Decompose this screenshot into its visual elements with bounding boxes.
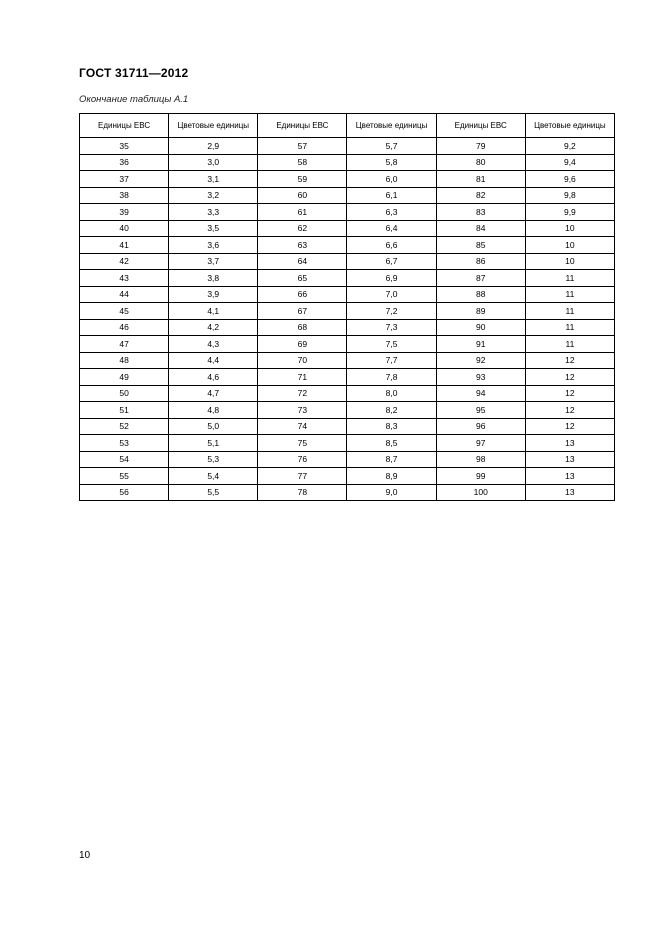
- table-cell: 11: [525, 336, 614, 353]
- table-cell: 83: [436, 204, 525, 221]
- table-cell: 13: [525, 484, 614, 501]
- table-cell: 3,8: [169, 270, 258, 287]
- table-row: [80, 220, 615, 237]
- table-cell: 65: [258, 270, 347, 287]
- table-cell: 38: [80, 187, 169, 204]
- table-cell: 42: [80, 253, 169, 270]
- table-cell: 55: [80, 468, 169, 485]
- table-cell: 62: [258, 220, 347, 237]
- table-cell: 3,1: [169, 171, 258, 188]
- table-cell: 9,4: [525, 154, 614, 171]
- table-cell: 85: [436, 237, 525, 254]
- table-row: [80, 451, 615, 468]
- table-cell: 9,9: [525, 204, 614, 221]
- conversion-table: [79, 113, 615, 501]
- table-cell: 3,0: [169, 154, 258, 171]
- table-cell: 92: [436, 352, 525, 369]
- table-row: [80, 204, 615, 221]
- table-cell: 60: [258, 187, 347, 204]
- table-cell: 57: [258, 138, 347, 155]
- table-cell: 4,7: [169, 385, 258, 402]
- table-cell: 43: [80, 270, 169, 287]
- table-cell: 95: [436, 402, 525, 419]
- table-cell: 87: [436, 270, 525, 287]
- table-cell: 66: [258, 286, 347, 303]
- table-cell: 6,1: [347, 187, 436, 204]
- table-cell: 51: [80, 402, 169, 419]
- table-cell: 5,3: [169, 451, 258, 468]
- table-header-row: [80, 114, 615, 138]
- table-cell: 12: [525, 402, 614, 419]
- table-cell: 13: [525, 468, 614, 485]
- table-cell: 89: [436, 303, 525, 320]
- table-cell: 74: [258, 418, 347, 435]
- table-cell: 9,0: [347, 484, 436, 501]
- table-cell: 61: [258, 204, 347, 221]
- table-cell: 4,3: [169, 336, 258, 353]
- table-cell: 8,3: [347, 418, 436, 435]
- table-cell: 2,9: [169, 138, 258, 155]
- table-cell: 73: [258, 402, 347, 419]
- column-header: Единицы ЕВС: [258, 114, 347, 138]
- table-cell: 8,0: [347, 385, 436, 402]
- table-cell: 11: [525, 319, 614, 336]
- table-cell: 5,5: [169, 484, 258, 501]
- table-cell: 5,4: [169, 468, 258, 485]
- table-cell: 4,2: [169, 319, 258, 336]
- column-header: Единицы ЕВС: [80, 114, 169, 138]
- table-cell: 40: [80, 220, 169, 237]
- table-cell: 72: [258, 385, 347, 402]
- table-cell: 80: [436, 154, 525, 171]
- table-cell: 41: [80, 237, 169, 254]
- table-cell: 67: [258, 303, 347, 320]
- table-cell: 8,7: [347, 451, 436, 468]
- table-row: [80, 270, 615, 287]
- table-cell: 10: [525, 253, 614, 270]
- table-cell: 82: [436, 187, 525, 204]
- column-header: Цветовые единицы: [169, 114, 258, 138]
- table-cell: 96: [436, 418, 525, 435]
- table-row: [80, 253, 615, 270]
- table-cell: 3,6: [169, 237, 258, 254]
- table-cell: 45: [80, 303, 169, 320]
- table-cell: 5,8: [347, 154, 436, 171]
- table-cell: 11: [525, 303, 614, 320]
- table-cell: 56: [80, 484, 169, 501]
- table-cell: 5,7: [347, 138, 436, 155]
- table-cell: 6,3: [347, 204, 436, 221]
- table-cell: 54: [80, 451, 169, 468]
- table-cell: 12: [525, 385, 614, 402]
- table-cell: 6,0: [347, 171, 436, 188]
- table-row: [80, 402, 615, 419]
- table-cell: 12: [525, 369, 614, 386]
- table-cell: 7,8: [347, 369, 436, 386]
- table-cell: 75: [258, 435, 347, 452]
- table-cell: 52: [80, 418, 169, 435]
- table-row: [80, 435, 615, 452]
- column-header: Цветовые единицы: [525, 114, 614, 138]
- table-cell: 94: [436, 385, 525, 402]
- table-cell: 11: [525, 270, 614, 287]
- table-row: [80, 336, 615, 353]
- table-cell: 39: [80, 204, 169, 221]
- table-cell: 5,1: [169, 435, 258, 452]
- table-cell: 7,2: [347, 303, 436, 320]
- table-row: [80, 303, 615, 320]
- table-cell: 44: [80, 286, 169, 303]
- table-row: [80, 286, 615, 303]
- table-cell: 6,7: [347, 253, 436, 270]
- table-cell: 8,9: [347, 468, 436, 485]
- table-cell: 6,9: [347, 270, 436, 287]
- table-cell: 36: [80, 154, 169, 171]
- table-cell: 12: [525, 352, 614, 369]
- column-header: Цветовые единицы: [347, 114, 436, 138]
- table-cell: 93: [436, 369, 525, 386]
- table-cell: 7,0: [347, 286, 436, 303]
- table-cell: 12: [525, 418, 614, 435]
- table-cell: 90: [436, 319, 525, 336]
- table-cell: 9,2: [525, 138, 614, 155]
- table-cell: 58: [258, 154, 347, 171]
- table-cell: 49: [80, 369, 169, 386]
- table-body: [80, 138, 615, 501]
- table-cell: 6,4: [347, 220, 436, 237]
- table-row: [80, 187, 615, 204]
- table-cell: 47: [80, 336, 169, 353]
- table-cell: 64: [258, 253, 347, 270]
- table-cell: 46: [80, 319, 169, 336]
- table-cell: 35: [80, 138, 169, 155]
- table-row: [80, 468, 615, 485]
- table-row: [80, 237, 615, 254]
- table-cell: 76: [258, 451, 347, 468]
- table-cell: 3,3: [169, 204, 258, 221]
- table-cell: 3,7: [169, 253, 258, 270]
- page-number: 10: [79, 850, 91, 861]
- table-cell: 10: [525, 237, 614, 254]
- table-cell: 98: [436, 451, 525, 468]
- table-cell: 77: [258, 468, 347, 485]
- table-cell: 88: [436, 286, 525, 303]
- table-cell: 9,6: [525, 171, 614, 188]
- table-row: [80, 138, 615, 155]
- table-cell: 84: [436, 220, 525, 237]
- column-header: Единицы ЕВС: [436, 114, 525, 138]
- table-cell: 63: [258, 237, 347, 254]
- table-cell: 53: [80, 435, 169, 452]
- table-cell: 59: [258, 171, 347, 188]
- table-cell: 3,2: [169, 187, 258, 204]
- table-row: [80, 352, 615, 369]
- table-row: [80, 369, 615, 386]
- table-cell: 97: [436, 435, 525, 452]
- table-cell: 8,2: [347, 402, 436, 419]
- table-row: [80, 171, 615, 188]
- table-caption: Окончание таблицы А.1: [79, 94, 189, 105]
- table-cell: 81: [436, 171, 525, 188]
- table-cell: 79: [436, 138, 525, 155]
- table-cell: 86: [436, 253, 525, 270]
- table-cell: 7,3: [347, 319, 436, 336]
- table-cell: 13: [525, 451, 614, 468]
- table-cell: 69: [258, 336, 347, 353]
- table-cell: 6,6: [347, 237, 436, 254]
- table-cell: 4,8: [169, 402, 258, 419]
- table-cell: 3,9: [169, 286, 258, 303]
- table-cell: 5,0: [169, 418, 258, 435]
- table-cell: 70: [258, 352, 347, 369]
- table-cell: 10: [525, 220, 614, 237]
- table-cell: 68: [258, 319, 347, 336]
- table-cell: 50: [80, 385, 169, 402]
- table-cell: 8,5: [347, 435, 436, 452]
- table-cell: 37: [80, 171, 169, 188]
- table-row: [80, 154, 615, 171]
- table-cell: 48: [80, 352, 169, 369]
- table-cell: 4,6: [169, 369, 258, 386]
- table-row: [80, 319, 615, 336]
- table-cell: 3,5: [169, 220, 258, 237]
- document-code: ГОСТ 31711—2012: [79, 66, 189, 80]
- table-cell: 71: [258, 369, 347, 386]
- table-cell: 9,8: [525, 187, 614, 204]
- table-cell: 7,7: [347, 352, 436, 369]
- table-cell: 13: [525, 435, 614, 452]
- table-cell: 4,4: [169, 352, 258, 369]
- table-row: [80, 418, 615, 435]
- table-cell: 99: [436, 468, 525, 485]
- table-cell: 78: [258, 484, 347, 501]
- table-row: [80, 484, 615, 501]
- table-cell: 11: [525, 286, 614, 303]
- table-cell: 100: [436, 484, 525, 501]
- table-cell: 4,1: [169, 303, 258, 320]
- table-cell: 7,5: [347, 336, 436, 353]
- table-row: [80, 385, 615, 402]
- table-cell: 91: [436, 336, 525, 353]
